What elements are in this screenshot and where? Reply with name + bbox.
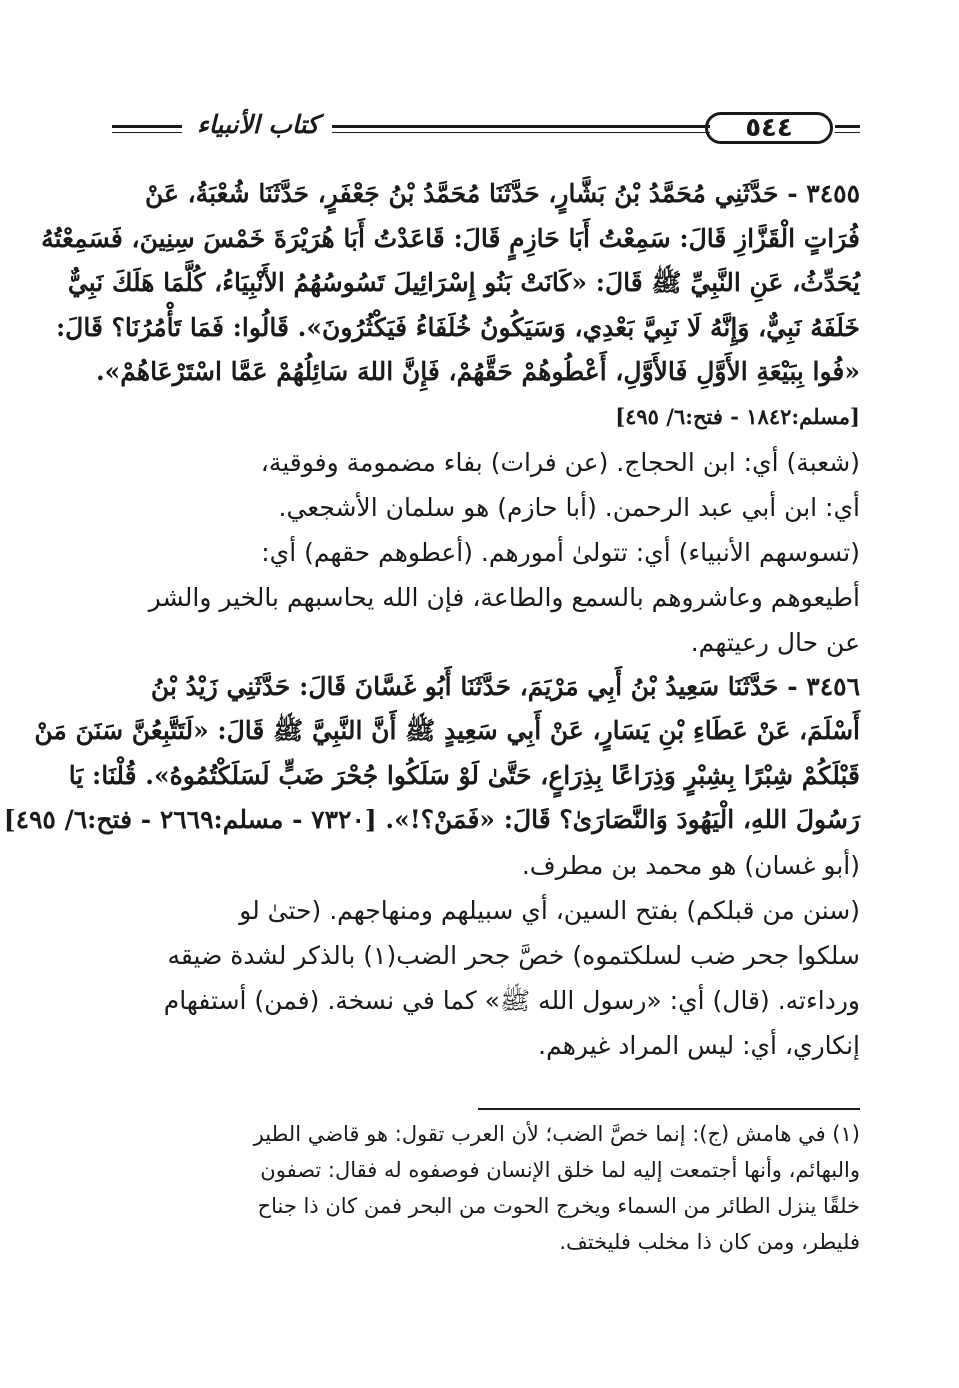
commentary-3456-b (100, 888, 860, 1068)
book-title: كتاب الأنبياء (197, 110, 319, 139)
hadith-3455 (41, 172, 860, 440)
commentary-line: أي: ابن أبي عبد الرحمن. (أبا حازم) هو سلمان الأشجعي. (278, 492, 860, 522)
footnote-line: فليطر، ومن كان ذا مخلب فليختف. (559, 1230, 860, 1254)
hadith-line: «فُوا بِبَيْعَةِ الأَوَّلِ فَالأَوَّلِ، أَعْطُوهُمْ حَقَّهُمْ، فَإِنَّ اللهَ سَائِلُهُمْ عَمَّا اسْتَرْعَاهُمْ». (95, 357, 860, 387)
commentary-line: (شعبة) أي: ابن الحجاج. (عن فرات) بفاء مضمومة وفوقية، (260, 447, 860, 477)
page-number-box (705, 112, 833, 144)
commentary-line: عن حال رعيتهم. (690, 627, 860, 657)
commentary-line: (تسوسهم الأنبياء) أي: تتولىٰ أمورهم. (أعطوهم حقهم) أي: (261, 537, 860, 567)
footnote-separator (478, 1108, 860, 1110)
page-header (100, 112, 860, 152)
footnote-line: والبهائم، وأنها أجتمعت إليه لما خلق الإنسان فوصفوه له فقال: تصفون (260, 1158, 860, 1182)
header-rule-middle (332, 125, 710, 133)
commentary-3455-a (100, 440, 860, 530)
commentary-line: سلكوا جحر ضب لسلكتموه) خصَّ جحر الضب(١) بالذكر لشدة ضيقه (167, 940, 860, 970)
page-number: ٥٤٤ (745, 113, 793, 143)
commentary-3455-b (100, 530, 860, 665)
hadith-line: فُرَاتٍ الْقَزَّازِ قَالَ: سَمِعْتُ أَبَا حَازِمٍ قَالَ: قَاعَدْتُ أَبَا هُرَيْرَةَ خَمْسَ سِنِينَ، فَسَمِعْتُهُ (41, 223, 860, 253)
commentary-line: أطيعوهم وعاشروهم بالسمع والطاعة، فإن الله يحاسبهم بالخير والشر (148, 582, 860, 612)
footnote-line: خلقًا ينزل الطائر من السماء ويخرج الحوت من البحر فمن كان ذا جناح (257, 1194, 860, 1218)
page-body (3, 172, 860, 1068)
commentary-3456-a (100, 843, 860, 888)
commentary-line: (سنن من قبلكم) بفتح السين، أي سبيلهم ومنهاجهم. (حتىٰ لو (239, 895, 860, 925)
commentary-line: ورداءته. (قال) أي: «رسول الله ﷺ» كما في نسخة. (فمن) أستفهام (163, 985, 860, 1015)
commentary-line: (أبو غسان) هو محمد بن مطرف. (521, 850, 860, 880)
hadith-line: قَبْلَكُمْ شِبْرًا بِشِبْرٍ وَذِرَاعًا بِذِرَاعٍ، حَتَّىٰ لَوْ سَلَكُوا جُحْرَ ضَبٍّ لَسَلَكْتُمُوهُ». قُلْنَا: يَا (68, 760, 860, 790)
header-rule-left (112, 125, 182, 133)
header-rule-right (835, 125, 860, 133)
hadith-3456 (3, 665, 860, 843)
hadith-line: ٣٤٥٥ - حَدَّثَنِي مُحَمَّدُ بْنُ بَشَّارٍ، حَدَّثَنَا مُحَمَّدُ بْنُ جَعْفَرٍ، حَدَّثَنَا شُعْبَةُ، عَنْ (144, 179, 860, 208)
commentary-line: إنكاري، أي: ليس المراد غيرهم. (538, 1030, 860, 1060)
hadith-reference: [مسلم:١٨٤٢ - فتح:٦/ ٤٩٥] (615, 403, 860, 429)
hadith-line: خَلَفَهُ نَبِيٌّ، وَإِنَّهُ لَا نَبِيَّ بَعْدِي، وَسَيَكُونُ خُلَفَاءُ فَيَكْثُرُونَ». قَالُوا: فَمَا تَأْمُرُنَا؟ قَالَ: (55, 312, 860, 342)
hadith-line: أَسْلَمَ، عَنْ عَطَاءِ بْنِ يَسَارٍ، عَنْ أَبِي سَعِيدٍ ﷺ أَنَّ النَّبِيَّ ﷺ قَالَ: «لَتَتَّبِعُنَّ سَنَنَ مَنْ (34, 716, 860, 746)
hadith-line: رَسُولَ اللهِ، الْيَهُودَ وَالنَّصَارَىٰ؟ قَالَ: «فَمَنْ؟!». [٧٣٢٠ - مسلم:٢٦٦٩ - فتح:٦/ ٤٩٥] (3, 805, 860, 835)
hadith-line: ٣٤٥٦ - حَدَّثَنَا سَعِيدُ بْنُ أَبِي مَرْيَمَ، حَدَّثَنَا أَبُو غَسَّانَ قَالَ: حَدَّثَنِي زَيْدُ بْنُ (150, 671, 860, 701)
footnote (100, 1116, 860, 1260)
footnote-line: (١) في هامش (ج): إنما خصَّ الضب؛ لأن العرب تقول: هو قاضي الطير (253, 1122, 860, 1146)
hadith-line: يُحَدِّثُ، عَنِ النَّبِيِّ ﷺ قَالَ: «كَانَتْ بَنُو إِسْرَائِيلَ تَسُوسُهُمُ الأَنْبِيَاءُ، كُلَّمَا هَلَكَ نَبِيٌّ (67, 268, 860, 298)
